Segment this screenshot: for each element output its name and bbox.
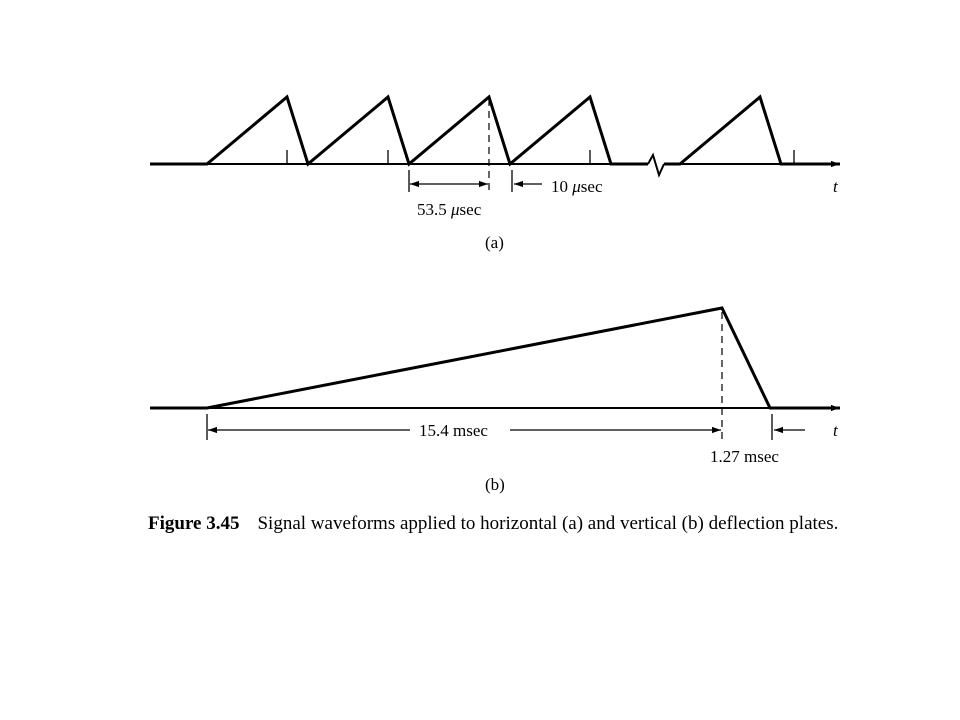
panel-a-sublabel: (a) [485, 233, 504, 252]
dim-10-label: 10 μsec [551, 177, 603, 196]
figure-caption-text: Signal waveforms applied to horizontal (a) and vertical (b) deflection plates. [257, 513, 839, 534]
dim-53-label: 53.5 μsec [417, 200, 482, 219]
figure-caption [148, 512, 848, 535]
dim-15-label: 15.4 msec [419, 421, 488, 440]
ramp-waveform [150, 308, 840, 408]
sawtooth-waveform [150, 97, 840, 164]
panel-a [150, 97, 840, 252]
figure-number: Figure 3.45 [148, 513, 240, 534]
dim-1-27-label: 1.27 msec [710, 447, 779, 466]
axis-break-icon [648, 155, 664, 175]
tick-marks [287, 150, 794, 164]
panel-b [150, 308, 840, 494]
panel-b-axis-label: t [833, 421, 838, 440]
panel-b-sublabel: (b) [485, 475, 505, 494]
panel-a-axis-label: t [833, 177, 838, 196]
